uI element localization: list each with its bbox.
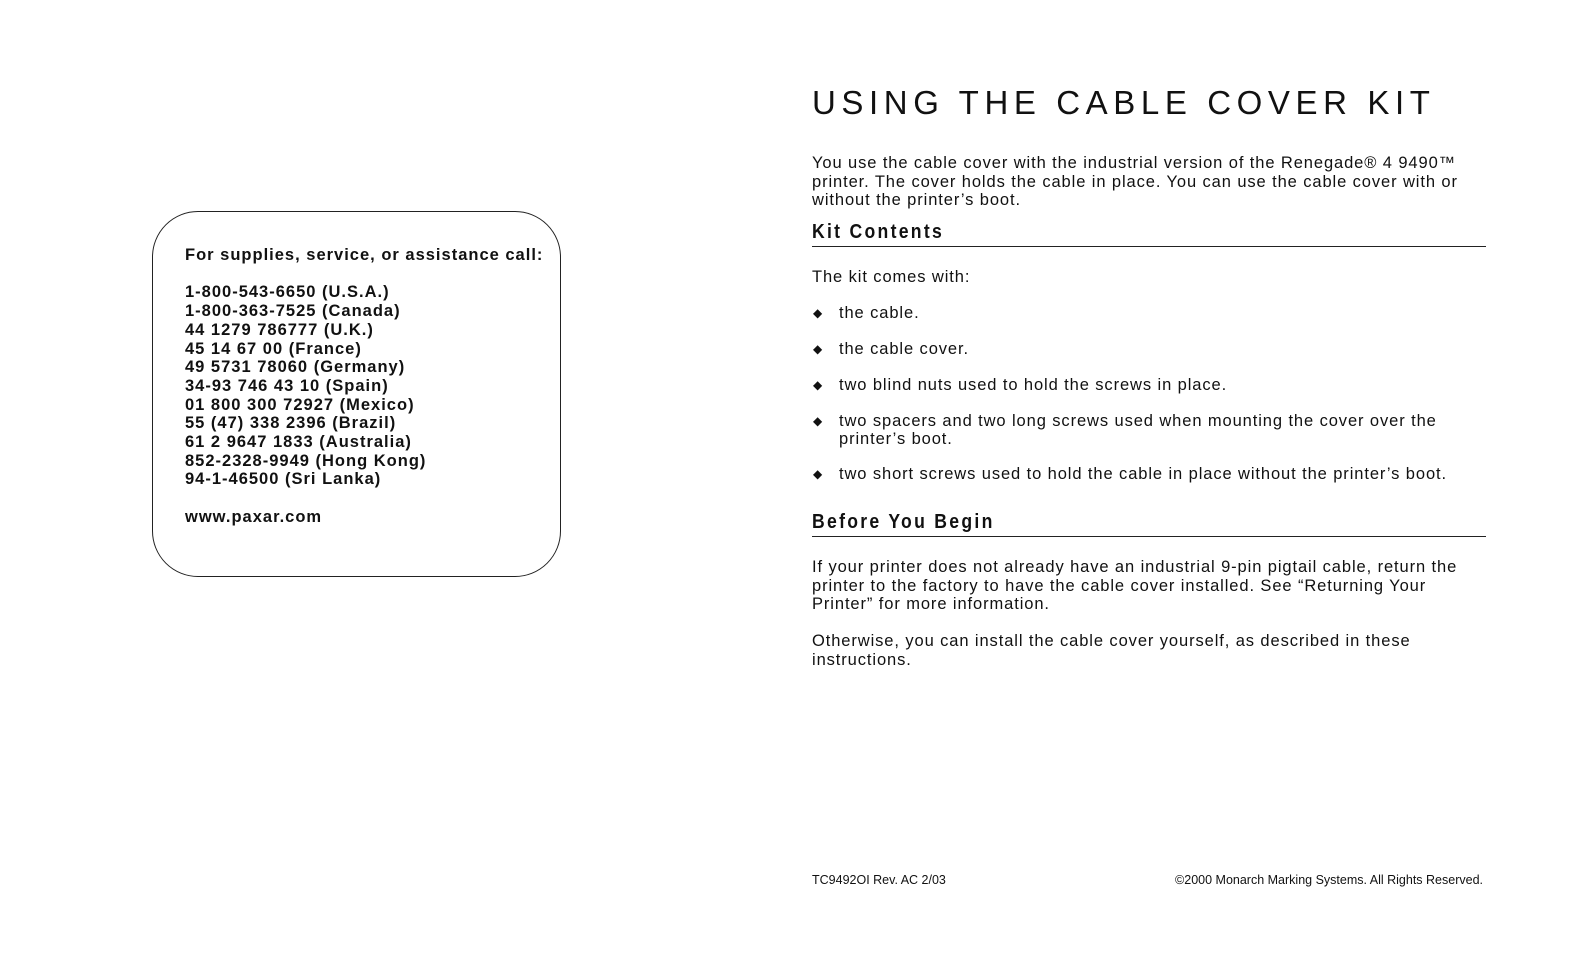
list-item xyxy=(812,465,1486,483)
phone-brazil: 55 (47) 338 2396 (Brazil) xyxy=(185,414,397,433)
diamond-bullet-icon: ◆ xyxy=(813,414,824,428)
list-item xyxy=(812,304,1486,322)
phone-hong-kong: 852-2328-9949 (Hong Kong) xyxy=(185,451,427,470)
diamond-bullet-icon: ◆ xyxy=(813,306,824,320)
intro-paragraph: You use the cable cover with the industrial version of the Renegade® 4 9490™ printer. The cover holds the cable in place. You can use the cable cover with or without the printer’s boot. xyxy=(812,154,1458,210)
list-item-text: two spacers and two long screws used when mounting the cover over the printer’s boot. xyxy=(839,412,1437,448)
phone-usa: 1-800-543-6650 (U.S.A.) xyxy=(185,283,390,302)
phone-canada: 1-800-363-7525 (Canada) xyxy=(185,302,401,321)
document-id: TC9492OI Rev. AC 2/03 xyxy=(812,873,946,887)
phone-australia: 61 2 9647 1833 (Australia) xyxy=(185,433,412,452)
website-link[interactable]: www.paxar.com xyxy=(185,507,323,526)
list-item-text: the cable. xyxy=(839,304,920,322)
list-item-text: two blind nuts used to hold the screws in place. xyxy=(839,376,1228,394)
diamond-bullet-icon: ◆ xyxy=(813,378,824,392)
phone-germany: 49 5731 78060 (Germany) xyxy=(185,358,406,377)
kit-intro: The kit comes with: xyxy=(812,268,971,286)
contact-box xyxy=(152,211,561,577)
phone-france: 45 14 67 00 (France) xyxy=(185,339,362,358)
begin-paragraph-1: If your printer does not already have an industrial 9-pin pigtail cable, return the printer to the factory to have the cable cover installed. See “Returning Your Printer” for more information. xyxy=(812,558,1458,614)
phone-sri-lanka: 94-1-46500 (Sri Lanka) xyxy=(185,470,382,489)
list-item xyxy=(812,376,1486,394)
list-item-text: two short screws used to hold the cable in place without the printer’s boot. xyxy=(839,465,1448,483)
kit-contents-heading xyxy=(812,221,1486,247)
diamond-bullet-icon: ◆ xyxy=(813,342,824,356)
contact-info xyxy=(185,246,545,527)
begin-paragraph-2: Otherwise, you can install the cable cover yourself, as described in these instructions. xyxy=(812,632,1411,669)
diamond-bullet-icon: ◆ xyxy=(813,467,824,481)
list-item xyxy=(812,340,1486,358)
phone-spain: 34-93 746 43 10 (Spain) xyxy=(185,376,389,395)
copyright-notice: ©2000 Monarch Marking Systems. All Rights Reserved. xyxy=(1175,873,1483,887)
list-item xyxy=(812,412,1486,448)
list-item-text: the cable cover. xyxy=(839,340,969,358)
page-title: USING THE CABLE COVER KIT xyxy=(812,84,1436,121)
contact-heading: For supplies, service, or assistance call: xyxy=(185,246,544,264)
phone-mexico: 01 800 300 72927 (Mexico) xyxy=(185,395,415,414)
before-you-begin-heading-text: Before You Begin xyxy=(812,511,995,533)
kit-contents-heading-text: Kit Contents xyxy=(812,221,945,243)
before-you-begin-heading xyxy=(812,511,1486,537)
phone-uk: 44 1279 786777 (U.K.) xyxy=(185,320,374,339)
